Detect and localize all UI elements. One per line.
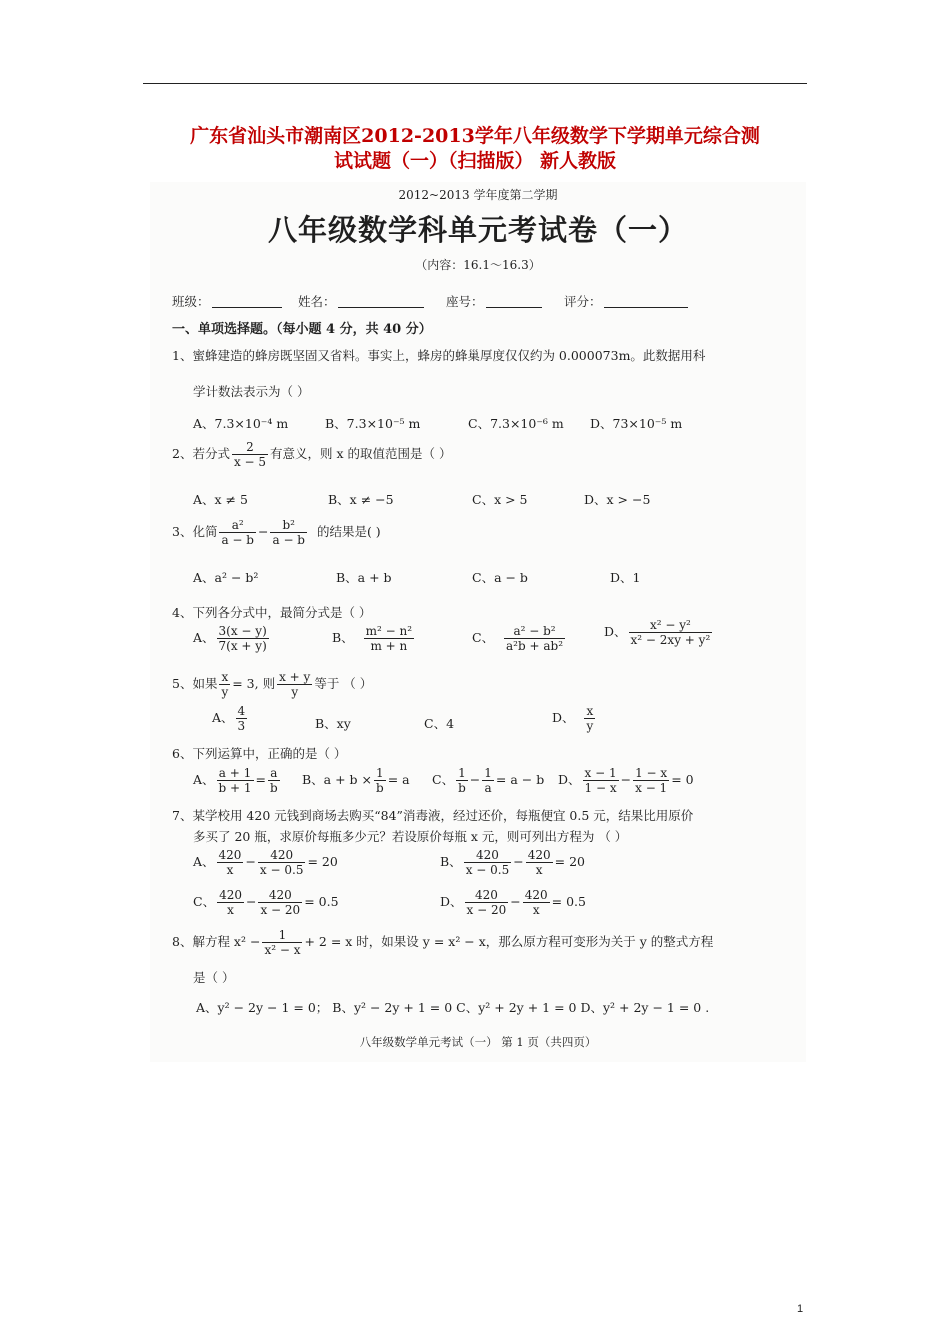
q7-option-d-fraction-1 (465, 888, 509, 917)
q7-option-c (193, 888, 339, 917)
exam-year-line: 2012~2013 学年度第二学期 (398, 188, 558, 202)
q4-option-a-num: 3(x − y) (218, 624, 267, 638)
q7-option-a-den-2: x − 0.5 (259, 863, 304, 877)
q2-fraction-num: 2 (232, 440, 268, 455)
q4-option-d-den: x² − 2xy + y² (630, 633, 711, 647)
q7-stem-line2: 多买了 20 瓶，求原价每瓶多少元？若设原价每瓶 x 元，则可列出方程为 （ ） (193, 829, 628, 844)
q6-option-b-den: b (376, 781, 384, 795)
q5-option-c: C、4 (424, 716, 455, 731)
q1-option-d: D、73×10⁻⁵ m (590, 416, 683, 431)
field-seat-blank (486, 295, 542, 308)
q4-option-d-fraction (629, 618, 713, 647)
q7-option-b-post: = 20 (554, 854, 585, 869)
q6-option-d-den-2: x − 1 (635, 781, 668, 795)
q7-option-b-num-2: 420 (527, 848, 551, 862)
q7-option-c-num-1: 420 (219, 888, 242, 902)
q6-option-c-fraction-2 (482, 766, 494, 795)
q8-options: A、y² − 2y − 1 = 0； B、y² − 2y + 1 = 0 C、y² + 2y + 1 = 0 D、y² + 2y − 1 = 0 . (196, 1000, 710, 1015)
exam-footer: 八年级数学单元考试（一） 第 1 页（共四页） (359, 1035, 597, 1049)
q6-option-c-label: C、 (432, 772, 455, 787)
q5-option-a-den: 3 (237, 719, 246, 733)
q5-fraction-2-num: x + y (279, 670, 311, 684)
q5-fraction-1 (219, 670, 230, 699)
q5-option-d-fraction (584, 704, 595, 733)
q2-option-a: A、x ≠ 5 (193, 492, 248, 507)
q7-option-a-fraction-1 (217, 848, 244, 877)
q2-option-d: D、x > −5 (584, 492, 651, 507)
document-title-line1: 广东省汕头市潮南区2012-2013学年八年级数学下学期单元综合测 (190, 125, 760, 147)
q5-fraction-1-den: y (221, 685, 229, 699)
q6-option-b-post: = a (387, 772, 410, 787)
q4-option-a-label: A、 (193, 630, 215, 645)
q6-option-d-fraction-1 (583, 766, 619, 795)
q4-option-c (472, 624, 567, 653)
q7-option-d (440, 888, 586, 917)
q7-option-d-num-1: 420 (465, 888, 509, 903)
q1-option-b: B、7.3×10⁻⁵ m (325, 416, 421, 431)
q7-option-a-label: A、 (193, 854, 215, 869)
q4-option-c-fraction (504, 624, 565, 653)
q5-fraction-2-den: y (291, 685, 299, 699)
q6-option-c-den-1: b (458, 781, 466, 795)
q6-option-a-label: A、 (193, 772, 215, 787)
field-score (564, 292, 688, 310)
q6-option-a-fraction-2 (268, 766, 280, 795)
document-title (120, 124, 830, 174)
q4-option-b-num: m² − n² (365, 624, 413, 638)
q6-option-c-minus: − (469, 772, 481, 787)
q1-stem-line1: 1、蜜蜂建造的蜂房既坚固又省料。事实上，蜂房的蜂巢厚度仅仅约为 0.000073m。此数据用科 (172, 348, 706, 363)
q7-option-c-post: = 0.5 (304, 894, 339, 909)
q7-option-b-fraction-2 (526, 848, 553, 877)
section-heading: 一、单项选择题。（每小题 4 分，共 40 分） (172, 322, 432, 337)
q3-stem (172, 518, 381, 547)
q6-stem: 6、下列运算中，正确的是（ ） (172, 746, 347, 761)
q6-option-d-den-1: 1 − x (584, 781, 617, 795)
q6-option-c-fraction-1 (456, 766, 468, 795)
q7-option-c-num-2: 420 (258, 888, 302, 903)
q4-option-a-den: 7(x + y) (218, 639, 267, 653)
q7-option-c-fraction-2 (258, 888, 302, 917)
q4-option-b-label: B、 (332, 630, 354, 645)
q3-fraction-1 (219, 518, 256, 547)
field-seat (446, 292, 542, 310)
page-number: 1 (797, 1303, 804, 1315)
q6-option-d-num-2: 1 − x (635, 766, 668, 780)
q3-option-d: D、1 (610, 570, 641, 585)
q4-option-b-den: m + n (370, 639, 408, 653)
q2-fraction (232, 440, 268, 469)
field-name-blank (338, 295, 424, 308)
q6-option-a-num-2: a (268, 766, 280, 781)
q6-option-d-post: = 0 (671, 772, 694, 787)
q6-option-b (302, 766, 410, 795)
q7-option-b-minus: − (513, 854, 524, 869)
q7-option-a-post: = 20 (307, 854, 338, 869)
q2-stem (172, 440, 452, 469)
q3-fraction-2 (270, 518, 307, 547)
q6-option-b-label: B、a + b × (302, 772, 373, 787)
scanned-exam-image (150, 182, 806, 1062)
q7-option-c-den-1: x (227, 903, 234, 917)
q8-fraction-num: 1 (262, 928, 302, 943)
q6-option-c (432, 766, 544, 795)
q6-option-c-num-2: 1 (484, 766, 492, 780)
q7-option-b-den-2: x (535, 863, 543, 877)
field-seat-label: 座号： (446, 294, 484, 309)
q3-minus: − (257, 524, 269, 539)
q5-option-a (212, 704, 249, 733)
q7-option-a-minus: − (245, 854, 256, 869)
q4-option-d-label: D、 (604, 624, 627, 639)
q7-option-b (440, 848, 585, 877)
q4-option-d-num: x² − y² (629, 618, 713, 633)
q8-fraction (262, 928, 302, 957)
q2-option-b: B、x ≠ −5 (328, 492, 394, 507)
q7-option-c-fraction-1 (217, 888, 244, 917)
q5-option-d-label: D、 (552, 710, 575, 725)
q4-option-d (604, 618, 714, 647)
exam-title: 八年级数学科单元考试卷（一） (267, 213, 688, 247)
q5-option-a-fraction (236, 704, 248, 733)
field-class-blank (212, 295, 282, 308)
q6-option-b-fraction (374, 766, 386, 795)
q6-option-d-minus: − (620, 772, 632, 787)
q6-option-c-post: = a − b (495, 772, 545, 787)
q3-fraction-1-num: a² (219, 518, 256, 533)
field-score-blank (604, 295, 688, 308)
q4-option-a-fraction (217, 624, 269, 653)
q7-option-b-fraction-1 (464, 848, 512, 877)
q6-option-c-den-2: a (484, 781, 492, 795)
q7-option-b-label: B、 (440, 854, 462, 869)
q7-option-d-minus: − (510, 894, 521, 909)
q7-option-c-label: C、 (193, 894, 216, 909)
q6-option-a-den-2: b (270, 781, 278, 795)
q3-option-b: B、a + b (336, 570, 392, 585)
q7-option-a-den-1: x (226, 863, 234, 877)
q7-option-d-label: D、 (440, 894, 463, 909)
q7-option-a-num-2: 420 (258, 848, 306, 863)
q5-option-a-num: 4 (237, 704, 246, 718)
q7-option-a-num-1: 420 (218, 848, 242, 862)
q7-stem-line1: 7、某学校用 420 元钱到商场去购买“84”消毒液，经过还价，每瓶便宜 0.5 元，结果比用原价 (172, 808, 694, 823)
header-rule (143, 83, 807, 84)
q6-option-a (193, 766, 282, 795)
q1-stem-line2: 学计数法表示为（ ） (193, 384, 310, 399)
q5-option-d-den: y (586, 719, 594, 733)
q6-option-d-label: D、 (558, 772, 581, 787)
q8-stem-post: + 2 = x 时，如果设 y = x² − x，那么原方程可变形为关于 y 的整式方程 (304, 934, 714, 949)
q5-option-d-num: x (586, 704, 594, 718)
field-name-label: 姓名： (298, 294, 336, 309)
q3-stem-pre: 3、化简 (172, 524, 218, 539)
q6-option-a-den-1: b + 1 (218, 781, 252, 795)
q8-stem-pre: 8、解方程 x² − (172, 934, 261, 949)
q7-option-d-post: = 0.5 (551, 894, 586, 909)
exam-scope: （内容：16.1～16.3） (415, 258, 541, 272)
q6-option-a-num-1: a + 1 (217, 766, 254, 781)
q8-stem-line2: 是（ ） (193, 970, 235, 985)
field-class (172, 292, 282, 310)
q8-stem (172, 928, 713, 957)
q5-stem-pre: 5、如果 (172, 676, 218, 691)
field-class-label: 班级： (172, 294, 210, 309)
q6-option-c-num-1: 1 (456, 766, 468, 781)
q5-fraction-2 (277, 670, 312, 699)
q7-option-a-fraction-2 (258, 848, 306, 877)
q3-stem-post: 的结果是( ) (316, 524, 381, 539)
q2-option-c: C、x > 5 (472, 492, 528, 507)
q7-option-a (193, 848, 338, 877)
q7-option-d-num-2: 420 (524, 888, 548, 902)
q1-option-a: A、7.3×10⁻⁴ m (193, 416, 289, 431)
q7-option-d-den-1: x − 20 (466, 903, 507, 917)
field-name (298, 292, 424, 310)
q7-option-c-minus: − (245, 894, 257, 909)
q3-option-c: C、a − b (472, 570, 528, 585)
q6-option-a-eq: = (255, 772, 267, 787)
q3-fraction-2-den: a − b (272, 533, 305, 547)
q5-stem (172, 670, 372, 699)
q7-option-b-num-1: 420 (464, 848, 512, 863)
q5-option-b: B、xy (315, 716, 351, 731)
q6-option-b-num: 1 (374, 766, 386, 781)
q5-option-d (552, 704, 597, 733)
q7-option-c-den-2: x − 20 (260, 903, 301, 917)
q5-fraction-1-num: x (221, 670, 229, 684)
q6-option-a-fraction-1 (217, 766, 254, 795)
q8-fraction-den: x² − x (264, 943, 301, 957)
q2-fraction-den: x − 5 (233, 455, 267, 469)
q6-option-d-fraction-2 (633, 766, 669, 795)
q3-fraction-1-den: a − b (221, 533, 254, 547)
q3-fraction-2-num: b² (270, 518, 307, 533)
q7-option-d-den-2: x (532, 903, 540, 917)
q3-option-a: A、a² − b² (193, 570, 259, 585)
q5-stem-mid: = 3, 则 (232, 676, 276, 691)
field-score-label: 评分： (564, 294, 602, 309)
document-title-line2: 试试题（一）（扫描版） 新人教版 (333, 150, 617, 172)
q4-option-a (193, 624, 271, 653)
q4-option-c-den: a²b + ab² (506, 639, 564, 653)
q5-option-a-label: A、 (212, 710, 234, 725)
q4-option-c-label: C、 (472, 630, 495, 645)
q7-option-b-den-1: x − 0.5 (465, 863, 510, 877)
q6-option-d-num-1: x − 1 (584, 766, 617, 780)
q5-stem-post: 等于 （ ） (314, 676, 373, 691)
q7-option-d-fraction-2 (523, 888, 550, 917)
q2-stem-pre: 2、若分式 (172, 446, 230, 461)
q6-option-d (558, 766, 694, 795)
q4-option-b-fraction (364, 624, 414, 653)
q4-option-b (332, 624, 416, 653)
q4-stem: 4、下列各分式中，最简分式是（ ） (172, 605, 372, 620)
q2-stem-post: 有意义，则 x 的取值范围是（ ） (270, 446, 452, 461)
q1-option-c: C、7.3×10⁻⁶ m (468, 416, 564, 431)
q4-option-c-num: a² − b² (504, 624, 565, 639)
